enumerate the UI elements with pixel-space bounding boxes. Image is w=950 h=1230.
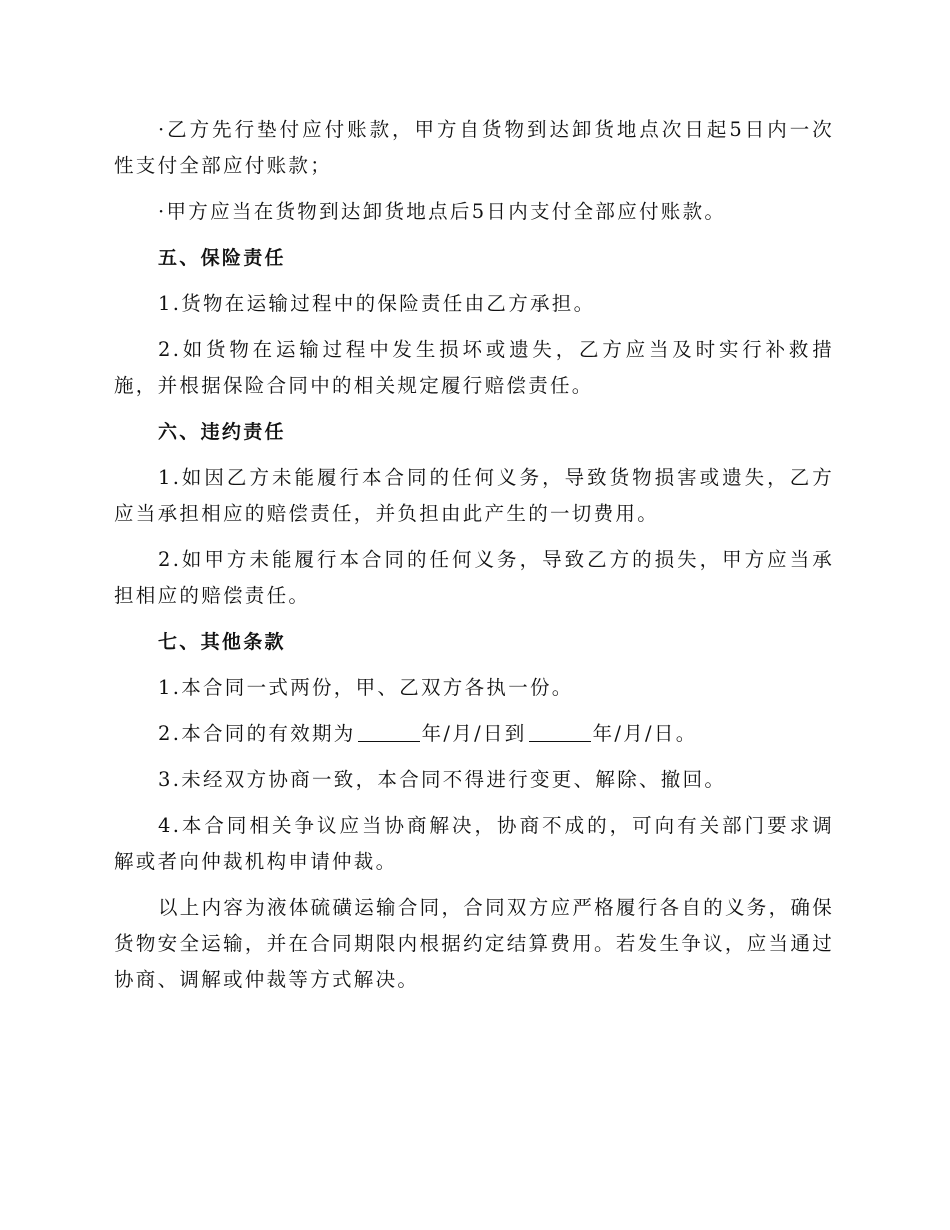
section-5-item-2: 2.如货物在运输过程中发生损坏或遗失，乙方应当及时实行补救措施，并根据保险合同中的相关规定履行赔偿责任。: [114, 338, 834, 397]
payment-option-2: ·甲方应当在货物到达卸货地点后5日内支付全部应付账款。: [158, 200, 727, 223]
conclusion-paragraph: 以上内容为液体硫磺运输合同，合同双方应严格履行各自的义务，确保货物安全运输，并在合同期限内根据约定结算费用。若发生争议，应当通过协商、调解或仲裁等方式解决。: [114, 896, 834, 991]
validity-prefix: 2.本合同的有效期为: [158, 722, 356, 745]
section-5-title: 五、保险责任: [158, 247, 286, 269]
section-7-item-3: 3.未经双方协商一致，本合同不得进行变更、解除、撤回。: [158, 768, 727, 791]
section-5-item-1: 1.货物在运输过程中的保险责任由乙方承担。: [158, 292, 596, 315]
section-6-item-2: 2.如甲方未能履行本合同的任何义务，导致乙方的损失，甲方应当承担相应的赔偿责任。: [114, 548, 834, 607]
start-date-blank: [358, 721, 420, 742]
payment-option-1: ·乙方先行垫付应付账款，甲方自货物到达卸货地点次日起5日内一次性支付全部应付账款；: [114, 118, 834, 177]
section-7-item-4: 4.本合同相关争议应当协商解决，协商不成的，可向有关部门要求调解或者向仲裁机构申请仲裁。: [114, 814, 834, 873]
section-6-title: 六、违约责任: [158, 421, 286, 443]
validity-middle: 年/月/日到: [421, 722, 527, 745]
section-7-item-2: [114, 716, 834, 752]
section-6-item-1: 1.如因乙方未能履行本合同的任何义务，导致货物损害或遗失，乙方应当承担相应的赔偿责任，并负担由此产生的一切费用。: [114, 466, 834, 525]
section-7-title: 七、其他条款: [158, 631, 286, 653]
section-7-item-1: 1.本合同一式两份，甲、乙双方各执一份。: [158, 676, 574, 699]
document-page: [114, 112, 834, 998]
end-date-blank: [529, 721, 591, 742]
validity-suffix: 年/月/日。: [592, 722, 698, 745]
